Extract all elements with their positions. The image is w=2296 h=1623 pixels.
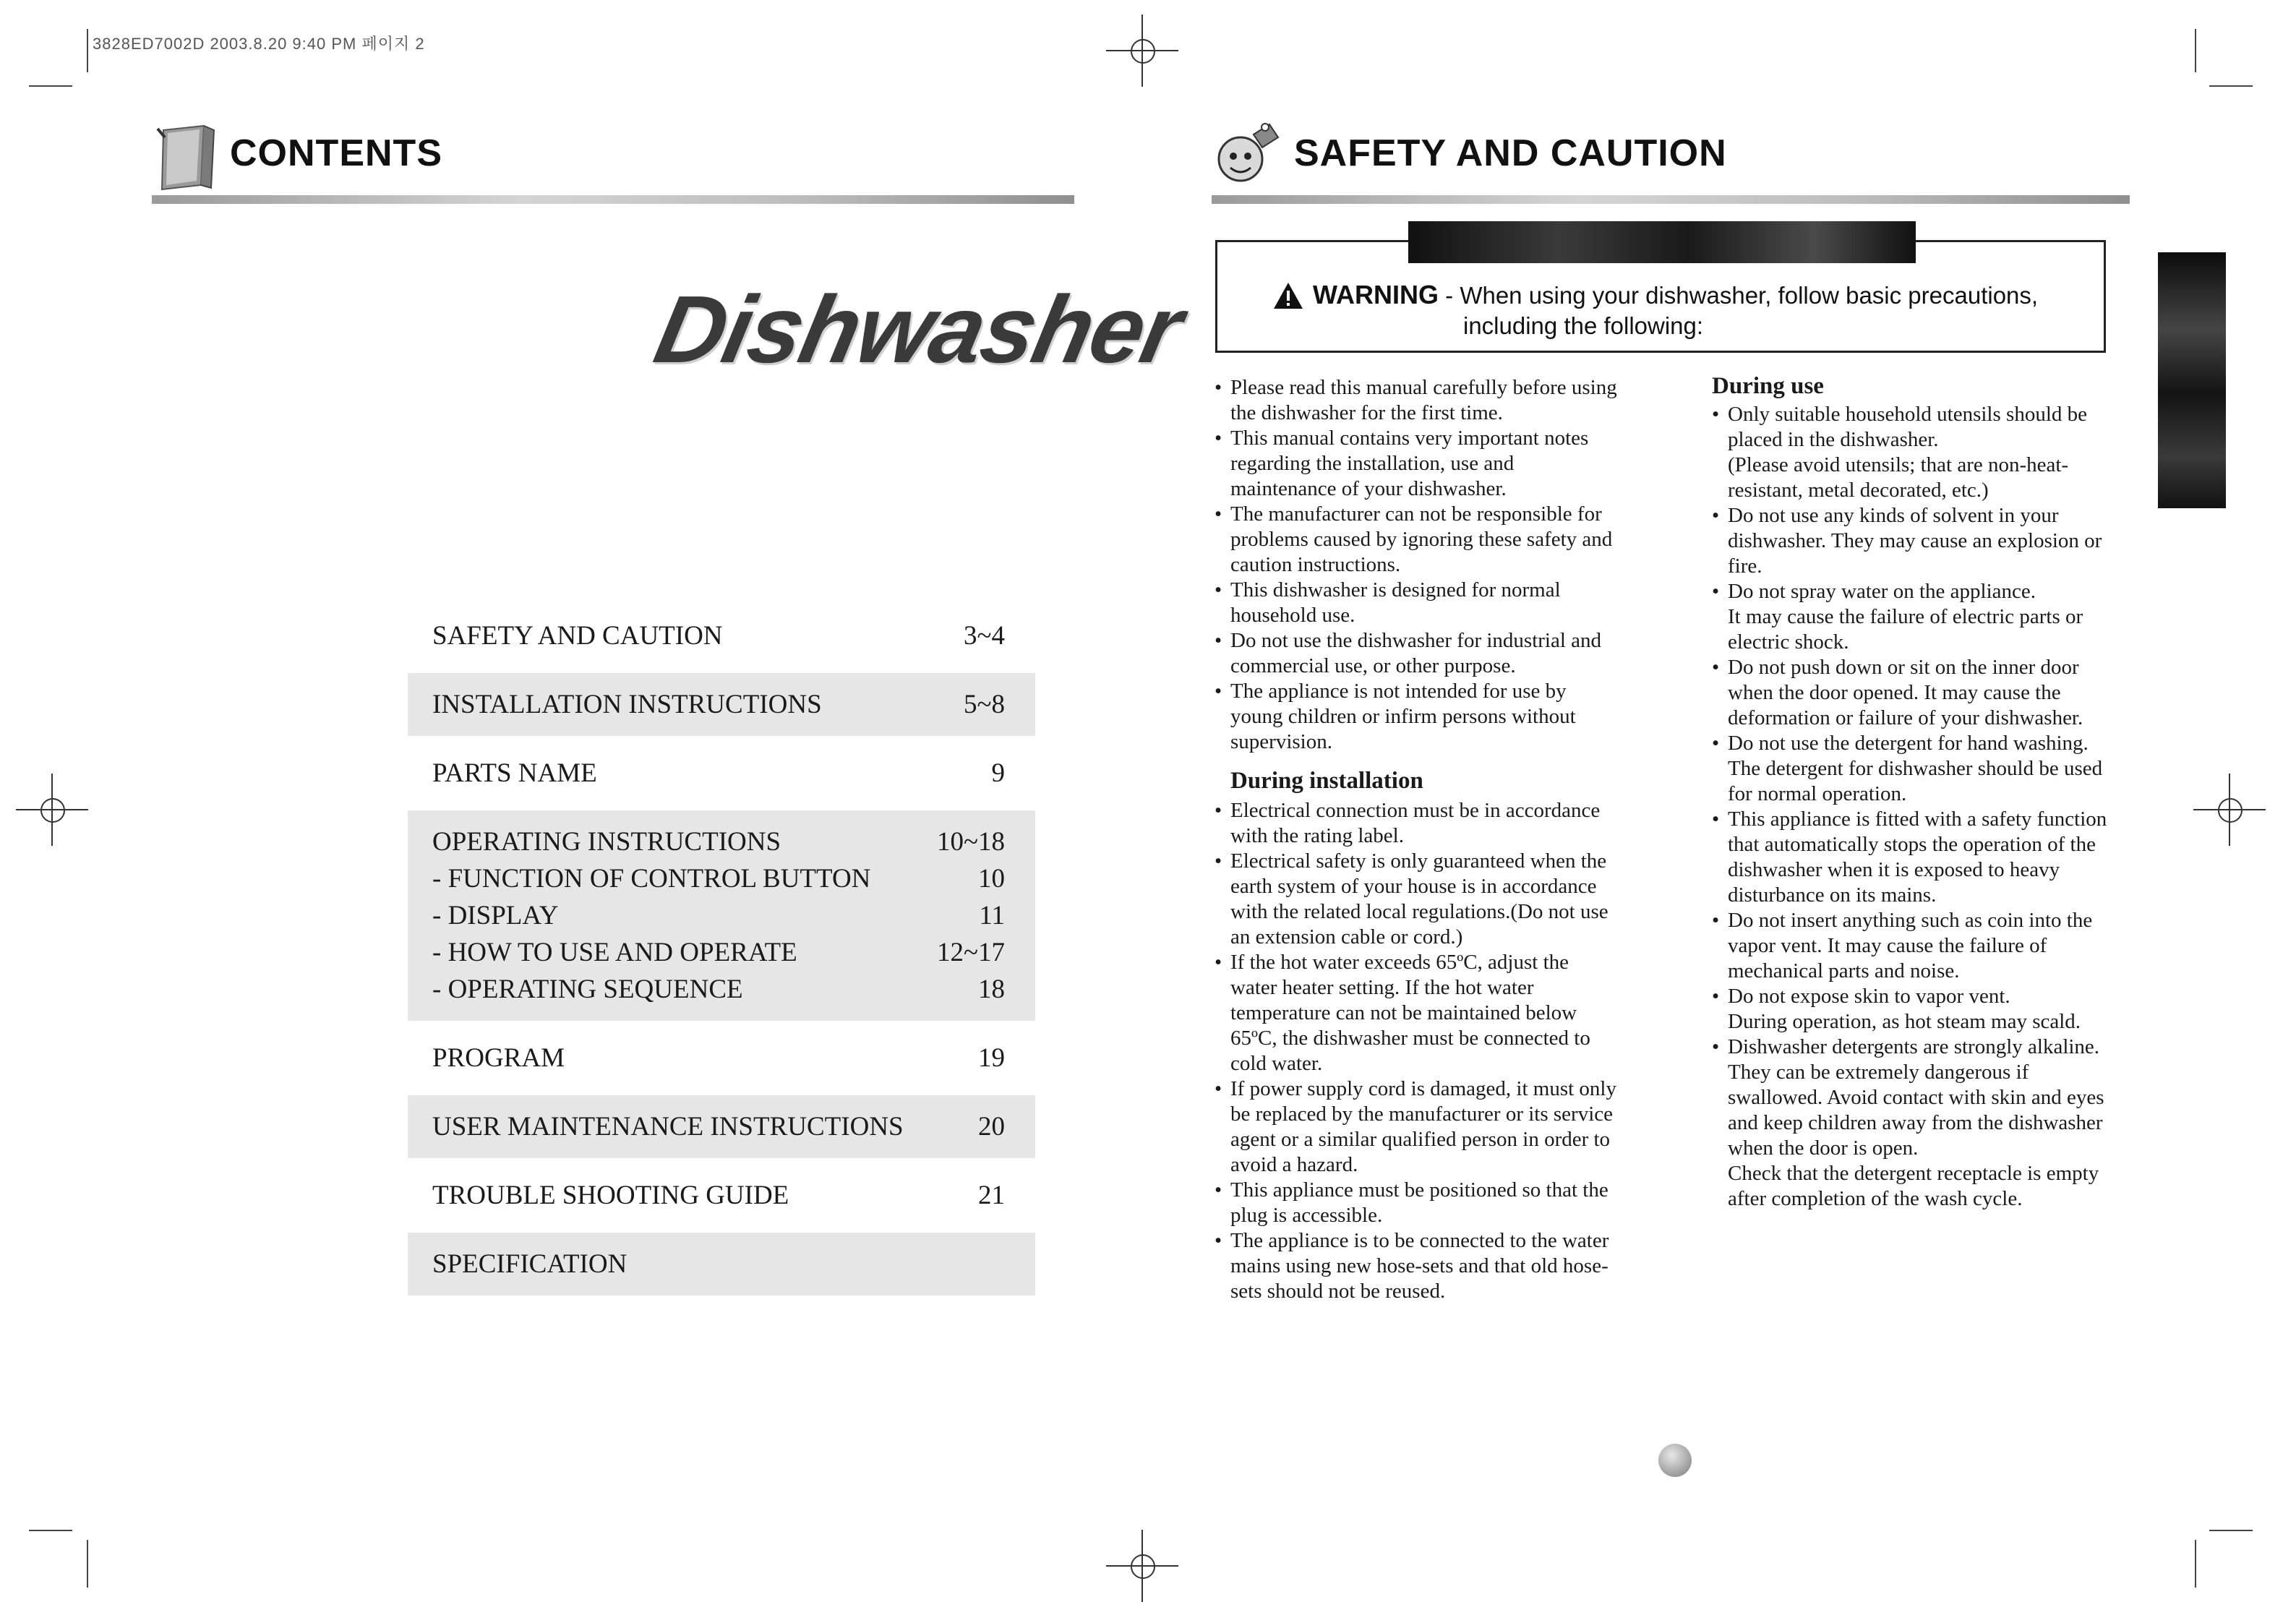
toc-page-number: 10 — [978, 864, 1005, 894]
toc-label: INSTALLATION INSTRUCTIONS — [432, 690, 822, 719]
registration-mark — [1106, 1530, 1178, 1602]
toc-page-number: 9 — [991, 758, 1005, 788]
list-note: It may cause the failure of electric parts or electric shock. — [1728, 605, 2083, 654]
toc-row — [408, 1027, 1035, 1089]
toc-gap — [408, 1089, 1035, 1095]
warning-label: WARNING — [1313, 280, 1439, 309]
toc-row — [408, 1095, 1035, 1158]
toc-page-number: 10~18 — [936, 827, 1005, 857]
crop-mark — [87, 29, 88, 72]
crop-mark — [2195, 1540, 2196, 1588]
list-item: • The manufacturer can not be responsible for problems caused by ignoring these safety and caution instructions. — [1215, 502, 1618, 578]
toc-page-number: 3~4 — [963, 621, 1005, 651]
list-note: (Please avoid utensils; that are non-heat-resistant, metal decorated, etc.) — [1728, 453, 2069, 502]
contents-table — [408, 604, 1035, 1296]
toc-row — [408, 673, 1035, 736]
toc-line — [432, 971, 1005, 1008]
toc-label: - DISPLAY — [432, 901, 559, 930]
general-list — [1215, 375, 1618, 755]
toc-gap — [408, 1021, 1035, 1027]
toc-label: - FUNCTION OF CONTROL BUTTON — [432, 864, 871, 894]
list-item: • Do not use any kinds of solvent in your dishwasher. They may cause an explosion or fire. — [1712, 503, 2117, 579]
warning-banner — [1408, 221, 1916, 263]
list-item: • Do not insert anything such as coin into the vapor vent. It may cause the failure of mechanical parts and noise. — [1712, 908, 2117, 984]
list-item: • Do not expose skin to vapor vent. During operation, as hot steam may scald. — [1712, 984, 2117, 1035]
toc-page-number: 20 — [978, 1112, 1005, 1142]
crop-mark — [87, 1540, 88, 1588]
contents-title-rule — [152, 195, 1074, 204]
toc-line — [432, 860, 1005, 897]
cartoon-character-icon — [1212, 119, 1284, 191]
toc-row — [408, 1164, 1035, 1227]
list-item: • Please read this manual carefully before using the dishwasher for the first time. — [1215, 375, 1618, 426]
print-header: 3828ED7002D 2003.8.20 9:40 PM 페이지 2 — [93, 35, 425, 53]
toc-row — [408, 1233, 1035, 1296]
toc-label: SPECIFICATION — [432, 1249, 627, 1279]
list-item: • Electrical connection must be in accordance with the rating label. — [1215, 798, 1618, 849]
crop-mark — [2209, 1530, 2253, 1531]
warning-text — [1271, 280, 2038, 341]
brand-logo: Dishwasher — [646, 276, 1191, 382]
list-item: • Dishwasher detergents are strongly alkaline. They can be extremely dangerous if swallowed. Avoid contact with skin and eyes and keep children away from the dishwasher when the door is open. Check that the detergent receptacle is empty after completion of the wash cycle. — [1712, 1035, 2117, 1212]
warning-line1: - When using your dishwasher, follow basic precautions, — [1439, 282, 2039, 309]
crop-mark — [29, 85, 72, 87]
toc-gap — [408, 1227, 1035, 1233]
toc-line — [432, 1108, 1005, 1145]
crop-mark — [29, 1530, 72, 1531]
registration-mark — [2193, 774, 2266, 846]
list-item: • Do not use the detergent for hand washing. The detergent for dishwasher should be used for normal operation. — [1712, 731, 2117, 807]
toc-gap — [408, 736, 1035, 742]
use-list — [1712, 402, 2117, 1212]
toc-gap — [408, 667, 1035, 673]
toc-line — [432, 755, 1005, 792]
list-item: • Electrical safety is only guaranteed when the earth system of your house is in accordance with the related local regulations.(Do not use an extension cable or cord.) — [1215, 849, 1618, 950]
toc-row — [408, 742, 1035, 805]
registration-mark — [16, 774, 88, 846]
toc-label: PROGRAM — [432, 1043, 565, 1073]
toc-label: PARTS NAME — [432, 758, 597, 788]
toc-page-number: 19 — [978, 1043, 1005, 1073]
installation-list — [1215, 798, 1618, 1304]
toc-line — [432, 1246, 1005, 1282]
toc-row — [408, 604, 1035, 667]
toc-gap — [408, 805, 1035, 810]
toc-page-number: 21 — [978, 1181, 1005, 1210]
list-item: • Do not use the dishwasher for industrial and commercial use, or other purpose. — [1215, 628, 1618, 679]
toc-label: - HOW TO USE AND OPERATE — [432, 938, 797, 967]
registration-mark — [1106, 14, 1178, 87]
list-item: • Only suitable household utensils should be placed in the dishwasher. (Please avoid utensils; that are non-heat-resistant, metal decorated, etc.) — [1712, 402, 2117, 503]
list-note: Check that the detergent receptacle is empty after completion of the wash cycle. — [1728, 1162, 2099, 1210]
toc-page-number: 18 — [978, 975, 1005, 1004]
safety-right-column — [1712, 372, 2117, 1212]
list-item: • Do not spray water on the appliance. It may cause the failure of electric parts or electric shock. — [1712, 579, 2117, 655]
toc-row — [408, 810, 1035, 1021]
section-tab — [2158, 252, 2226, 508]
toc-gap — [408, 1158, 1035, 1164]
list-item: • This manual contains very important notes regarding the installation, use and maintenance of your dishwasher. — [1215, 426, 1618, 502]
use-heading: During use — [1712, 373, 1824, 399]
warning-box — [1215, 240, 2106, 353]
book-icon — [153, 123, 218, 192]
contents-title: CONTENTS — [230, 132, 442, 174]
toc-line — [432, 934, 1005, 971]
list-item: • This appliance is fitted with a safety function that automatically stops the operation of the dishwasher when it is exposed to heavy disturbance on its mains. — [1712, 807, 2117, 908]
toc-label: SAFETY AND CAUTION — [432, 621, 723, 651]
toc-line — [432, 1177, 1005, 1214]
list-item: • If power supply cord is damaged, it must only be replaced by the manufacturer or its service agent or a similar qualified person in order to avoid a hazard. — [1215, 1076, 1618, 1178]
toc-page-number: 11 — [979, 901, 1005, 930]
toc-label: OPERATING INSTRUCTIONS — [432, 827, 781, 857]
toc-page-number: 5~8 — [963, 690, 1005, 719]
list-item: • The appliance is not intended for use by young children or infirm persons without supervision. — [1215, 679, 1618, 755]
toc-line — [432, 1040, 1005, 1076]
toc-line — [432, 617, 1005, 654]
toc-label: - OPERATING SEQUENCE — [432, 975, 743, 1004]
list-note: During operation, as hot steam may scald. — [1728, 1010, 2081, 1033]
toc-label: USER MAINTENANCE INSTRUCTIONS — [432, 1112, 904, 1142]
crop-mark — [2195, 29, 2196, 72]
toc-line — [432, 897, 1005, 934]
warning-line2: including the following: — [1463, 312, 1704, 339]
safety-title-rule — [1212, 195, 2130, 204]
safety-title: SAFETY AND CAUTION — [1294, 132, 1727, 174]
page-number-dot — [1658, 1444, 1692, 1477]
list-item: • Do not push down or sit on the inner door when the door opened. It may cause the deformation or failure of your dishwasher. — [1712, 655, 2117, 731]
list-item: • If the hot water exceeds 65ºC, adjust the water heater setting. If the hot water temperature can not be maintained below 65ºC, the dishwasher must be connected to cold water. — [1215, 950, 1618, 1076]
crop-mark — [2209, 85, 2253, 87]
safety-left-column — [1215, 375, 1618, 1304]
toc-line — [432, 686, 1005, 723]
list-item: • This dishwasher is designed for normal household use. — [1215, 578, 1618, 628]
list-note: The detergent for dishwasher should be used for normal operation. — [1728, 757, 2103, 805]
list-item: • This appliance must be positioned so that the plug is accessible. — [1215, 1178, 1618, 1228]
toc-line — [432, 823, 1005, 860]
toc-label: TROUBLE SHOOTING GUIDE — [432, 1181, 789, 1210]
installation-heading: During installation — [1230, 768, 1423, 794]
toc-page-number: 12~17 — [936, 938, 1005, 967]
list-item: • The appliance is to be connected to the water mains using new hose-sets and that old hose-sets should not be reused. — [1215, 1228, 1618, 1304]
